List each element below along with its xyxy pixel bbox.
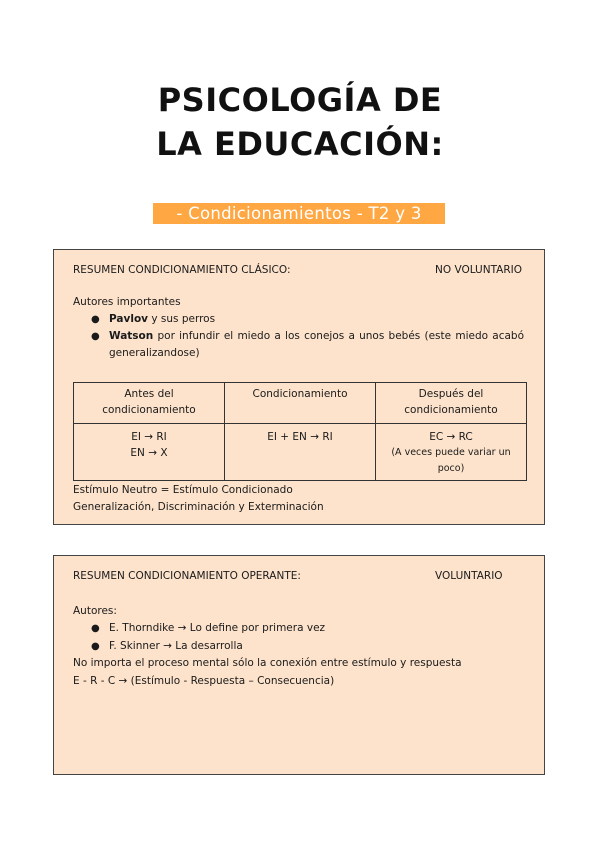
card-condicionamiento-operante: [53, 555, 545, 775]
cell-line: EI → RI: [131, 431, 167, 443]
table-header-cell: Antes del condicionamiento: [74, 383, 225, 424]
subtitle-highlight: - Condicionamientos - T2 y 3: [153, 203, 445, 224]
card-header-title: RESUMEN CONDICIONAMIENTO OPERANTE:: [73, 570, 301, 582]
body-line: E - R - C → (Estímulo - Respuesta – Consecuencia): [73, 675, 335, 687]
list-item-text: E. Thorndike → Lo define por primera vez: [109, 622, 326, 634]
table-cell-after: [376, 424, 527, 481]
title-line-1: PSICOLOGÍA DE: [157, 81, 443, 119]
table-row: [74, 424, 527, 481]
author-name: Watson: [109, 330, 154, 342]
table-cell-before: [74, 424, 225, 481]
list-item-text: [109, 328, 524, 362]
bullet-icon: ●: [91, 641, 100, 652]
body-line: No importa el proceso mental sólo la conexión entre estímulo y respuesta: [73, 657, 462, 669]
author-name: Pavlov: [109, 313, 149, 325]
card-header-tag: VOLUNTARIO: [435, 570, 503, 582]
conditioning-table: [73, 382, 527, 481]
table-header-row: [74, 383, 527, 424]
card-condicionamiento-clasico: [53, 249, 545, 525]
table-header-cell: Después del condicionamiento: [376, 383, 527, 424]
cell-line: EN → X: [130, 447, 168, 459]
bullet-icon: ●: [91, 314, 100, 325]
cell-line: EC → RC: [429, 431, 473, 443]
cell-note: (A veces puede variar un poco): [391, 447, 511, 474]
list-item-text: [109, 311, 524, 328]
list-item-text: F. Skinner → La desarrolla: [109, 640, 243, 652]
footer-line: Estímulo Neutro = Estímulo Condicionado: [73, 484, 293, 496]
authors-label: Autores:: [73, 605, 117, 617]
table-cell-during: EI + EN → RI: [225, 424, 376, 481]
bullet-icon: ●: [91, 623, 100, 634]
bullet-icon: ●: [91, 331, 100, 342]
authors-label: Autores importantes: [73, 296, 181, 308]
card-header-tag: NO VOLUNTARIO: [435, 264, 523, 276]
card-header-title: RESUMEN CONDICIONAMIENTO CLÁSICO:: [73, 264, 291, 276]
page-title: [0, 78, 600, 166]
table-header-cell: Condicionamiento: [225, 383, 376, 424]
title-line-2: LA EDUCACIÓN:: [156, 125, 444, 163]
author-desc: y sus perros: [148, 313, 216, 325]
author-desc: por infundir el miedo a los conejos a unos bebés (este miedo acabó generalizandose): [109, 330, 524, 359]
footer-line: Generalización, Discriminación y Exterminación: [73, 501, 324, 513]
